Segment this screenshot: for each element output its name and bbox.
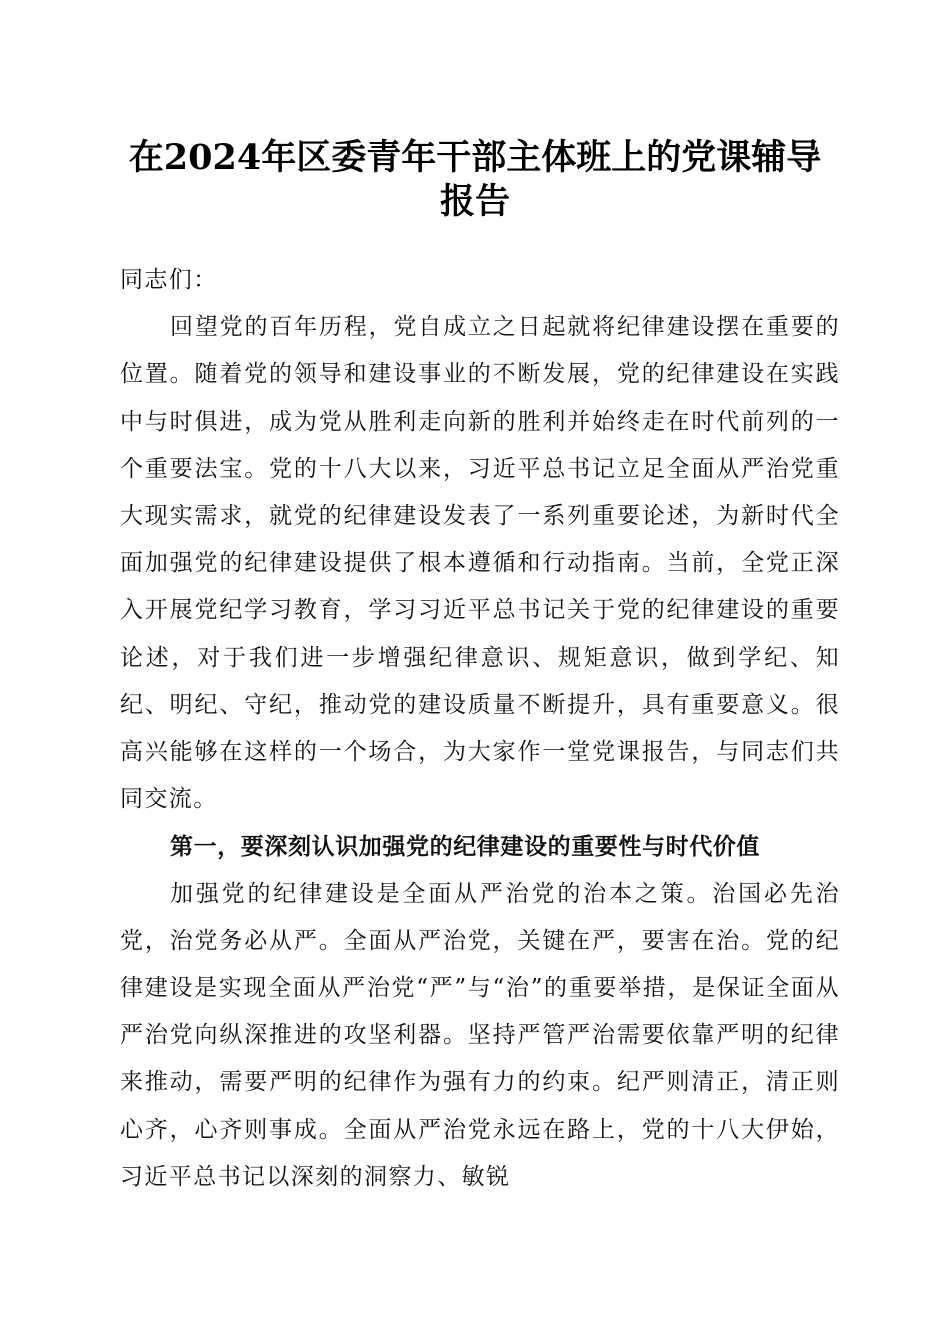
paragraph-section-1: 加强党的纪律建设是全面从严治党的治本之策。治国必先治党，治党务必从严。全面从严治党，关键在严，要害在治。党的纪律建设是实现全面从严治党“严”与“治”的重要举措，是保证全面从严治党向纵深推进的攻坚利器。坚持严管严治需要依靠严明的纪律来推动，需要严明的纪律作为强有力的约束。纪严则清正，清正则心齐，心齐则事成。全面从严治党永远在路上，党的十八大伊始，习近平总书记以深刻的洞察力、敏锐 — [120, 880, 840, 1190]
paragraph-intro: 回望党的百年历程，党自成立之日起就将纪律建设摆在重要的位置。随着党的领导和建设事业的不断发展，党的纪律建设在实践中与时俱进，成为党从胜利走向新的胜利并始终走在时代前列的一个重要法宝。党的十八大以来，习近平总书记立足全面从严治党重大现实需求，就党的纪律建设发表了一系列重要论述，为新时代全面加强党的纪律建设提供了根本遵循和行动指南。当前，全党正深入开展党纪学习教育，学习习近平总书记关于党的纪律建设的重要论述，对于我们进一步增强纪律意识、规矩意识，做到学纪、知纪、明纪、守纪，推动党的建设质量不断提升，具有重要意义。很高兴能够在这样的一个场合，为大家作一堂党课报告，与同志们共同交流。 — [120, 314, 840, 813]
title-line-1: 在2024年区委青年干部主体班上的党课辅导 — [128, 137, 822, 178]
title-line-2: 报告 — [439, 181, 510, 222]
document-body — [120, 257, 840, 1201]
document-title — [110, 136, 840, 224]
section-heading-1: 第一，要深刻认识加强党的纪律建设的重要性与时代价值 — [170, 833, 760, 861]
salutation: 同志们： — [120, 267, 218, 293]
